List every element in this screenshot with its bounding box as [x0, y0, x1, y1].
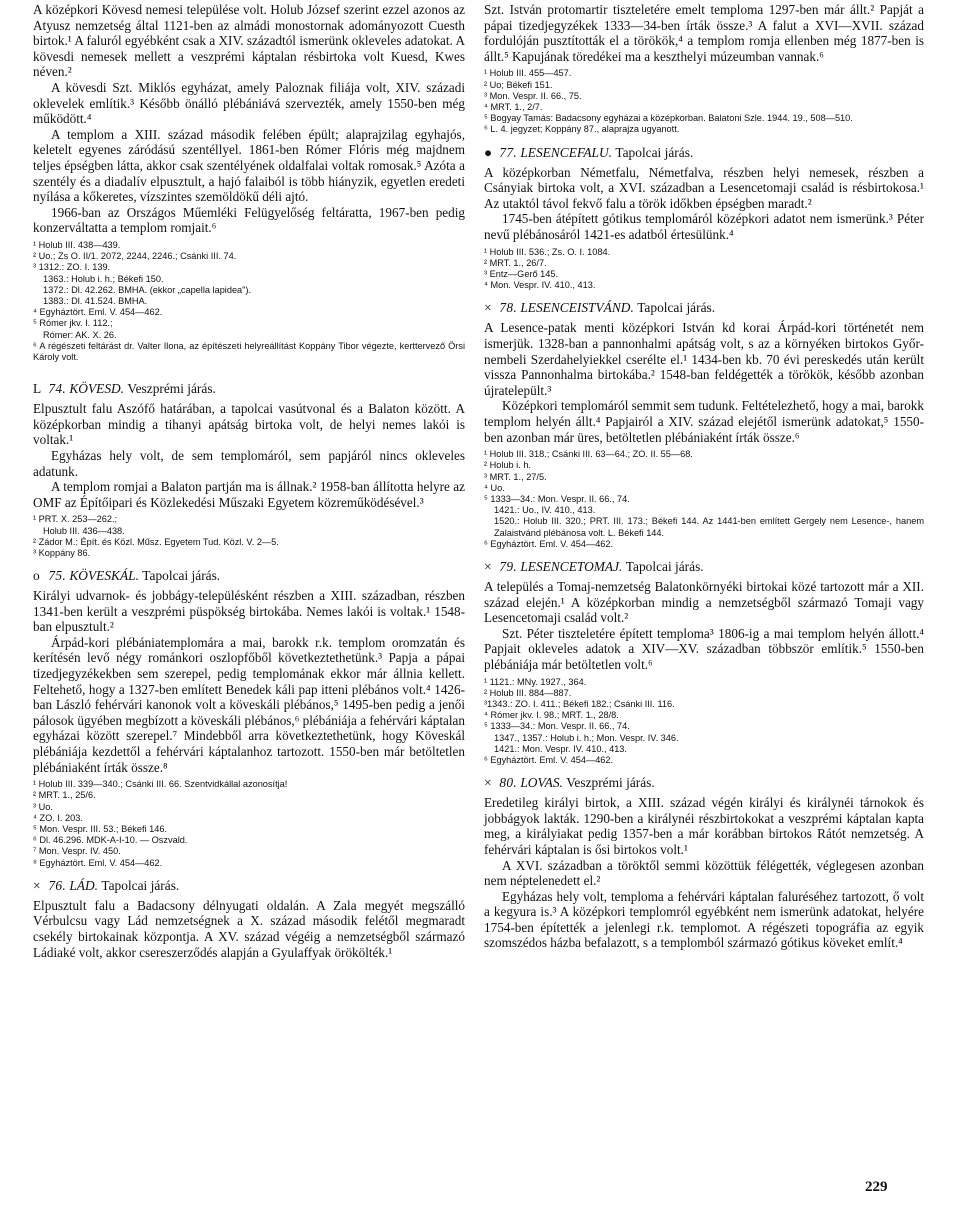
paragraph: Középkori templomáról semmit sem tudunk. Feltételezhető, hogy a mai, barokk templom helyén állt.⁴ Papjairól a XIV. század elejétől ismerünk adatokat,⁵ 1550-ben azonban már üres, betöltetlen plébániaként írták össze.⁶ — [484, 398, 924, 445]
entry-status-mark: o — [33, 568, 40, 584]
footnote: ¹ Holub III. 438—439. — [33, 239, 121, 250]
footnote: ² Zádor M.: Épít. és Közl. Műsz. Egyetem Tud. Közl. V. 2—5. — [33, 536, 279, 547]
entry-heading — [484, 300, 924, 316]
footnote: 1421.: Mon. Vespr. IV. 410., 413. — [494, 743, 627, 754]
footnote: ⁴ Uo. — [484, 482, 505, 493]
spacer — [484, 136, 924, 145]
footnote: ⁶ Egyháztört. Eml. V. 454—462. — [484, 754, 614, 765]
paragraph: Szt. István protomartir tiszteletére emelt temploma 1297-ben már állt.² Papját a pápai tizedjegyzékek 1333—34-ben írták össze.³ A falut a XVI—XVII. század fordulóján pusztították el a törökök,⁴ a templom romja ellenben még 1877-ben is állt.⁵ Kapujának töredékei ma a keszthelyi múzeumban vannak.⁶ — [484, 2, 924, 64]
footnote: ² Holub III. 884—887. — [484, 687, 572, 698]
footnote: 1520.: Holub III. 320.; PRT. III. 173.; Békefi 144. Az 1441-ben említett Gergely nem Lesence-, hanem Zalaistvánd plébánosa volt. L. Békefi 144. — [494, 516, 924, 538]
footnote: ² MRT. 1., 26/7. — [484, 257, 547, 268]
footnote: 1421.: Uo., IV. 410., 413. — [494, 505, 596, 516]
footnote: ⁴ ZO. I. 203. — [33, 812, 83, 823]
entry-status-mark: × — [33, 877, 41, 893]
footnote: ⁵ Mon. Vespr. III. 53.; Békefi 146. — [33, 824, 168, 835]
footnote: ⁴ Mon. Vespr. IV. 410., 413. — [484, 280, 596, 291]
paragraph: Egyházas hely volt, de sem templomáról, sem papjáról nincs okleveles adatunk. — [33, 447, 465, 479]
footnote: ³ Entz—Gerő 145. — [484, 268, 559, 279]
entry-number: 78. — [499, 300, 517, 316]
spacer — [33, 372, 465, 381]
spacer — [33, 559, 465, 568]
entry-name: LOVAS. — [520, 775, 563, 791]
entry-heading — [33, 878, 465, 894]
paragraph: Egyházas hely volt, temploma a fehérvári káptalan faluréséhez tartozott, ő volt a kegyura is.³ A középkori templomról egyébként nem ismerünk adatokat, helyére 1754-ben építették a jelenlegi r.k. templomot. A régészeti topográfia az egyik szomszédos házba befalazott, s a templomból származó gótikus köveket említ.⁴ — [484, 888, 924, 951]
footnote: ² Uo.; Zs O. II/1. 2072, 2244, 2246.; Csánki III. 74. — [33, 251, 237, 262]
paragraph: 1745-ben átépített gótikus templomáról középkori adatot nem ismerünk.³ Péter nevű plébánosáról 1421-es adatból értesülünk.⁴ — [484, 211, 924, 242]
footnote: ³ Koppány 86. — [33, 547, 91, 558]
paragraph: A XVI. században a töröktől semmi közöttük félégették, véglegesen azonban nem néptelenedett el.² — [484, 857, 924, 889]
page-number: 229 — [865, 1179, 888, 1195]
entry-heading — [33, 381, 465, 397]
paragraph: Szt. Péter tiszteletére épített temploma³ 1806-ig a mai templom helyén állott.⁴ Papjait okleveles adatok a XIV—XV. században többször említik.⁵ 1550-ben plébániája már betöltetlen volt.⁶ — [484, 625, 924, 672]
paragraph: Eredetileg királyi birtok, a XIII. század végén királyi és királynéi tárnokok és jobbágyok lakták. 1290-ben a királynéi részbirtokokat a veszprémi káptalan kapta meg, a királyiakat pedig 1357-ben a már korábban birtokos Rátót nemzetség. A fehérvári káptalan is ősi birtokos volt.¹ — [484, 795, 924, 857]
paragraph: A középkori Kövesd nemesi települése volt. Holub József szerint ezzel azonos az Atyusz nemzetség által 1121-ben az almádi monostornak adományozott Cuesth birtok.¹ A faluról egyébként csak a XIV. századtól ismerünk okleveles adatokat. A kövesdi nemesek mellett a veszprémi káptalan résbirtoka volt Kuesd, Kwes néven.² — [33, 2, 465, 80]
right-column — [484, 2, 924, 951]
footnote: ⁸ Egyháztört. Eml. V. 454—462. — [33, 857, 163, 868]
spacer — [484, 291, 924, 300]
entry-number: 79. — [499, 558, 517, 574]
entry-status-mark: L — [33, 381, 42, 397]
entry-district: Tapolcai járás. — [142, 568, 221, 584]
entry-district: Tapolcai járás. — [625, 558, 704, 574]
footnote: ¹ Holub III. 318.; Csánki III. 63—64.; ZO. II. 55—68. — [484, 449, 693, 460]
entry-name: LESENCEFALU. — [520, 144, 613, 160]
paragraph: A templom romjai a Balaton partján ma is állnak.² 1958-ban állította helyre az OMF az Építőipari és Közlekedési Műszaki Egyetem közreműködésével.³ — [33, 479, 465, 510]
entry-number: 80. — [499, 775, 517, 791]
footnote: ¹ Holub III. 455—457. — [484, 68, 572, 79]
footnote: ⁴ Egyháztört. Eml. V. 454—462. — [33, 307, 163, 318]
entry-name: LESENCETOMAJ. — [520, 558, 623, 574]
paragraph: A kövesdi Szt. Miklós egyházat, amely Paloznak filiája volt, XIV. századi oklevelek említik.³ Később önálló plébániává szervezték, amely 1550-ben még működött.⁴ — [33, 79, 465, 127]
entry-number: 77. — [499, 144, 517, 160]
entry-district: Veszprémi járás. — [566, 775, 655, 791]
footnote: ³ Mon. Vespr. II. 66., 75. — [484, 90, 582, 101]
entry-district: Veszprémi járás. — [127, 381, 216, 397]
entry-status-mark: × — [484, 775, 492, 791]
entry-heading — [33, 568, 465, 584]
paragraph: A templom a XIII. század második felében épült; alaprajzilag egyhajós, keletelt egyenes záródású szentéllyel. 1861-ben Rómer Flóris még majdnem teljes épségben látta, akkor csak szentélyének oldalfalai voltak romosak.⁵ Azóta a szentély és a diadalív elpusztult, a hajó falaiból is több hiányzik, egyetlen eredeti nyílása a kőkeretes, vízszintes szemöldökű déli ajtó. — [33, 126, 465, 205]
entry-name: LESENCEISTVÁND. — [520, 300, 634, 316]
entry-heading — [484, 559, 924, 575]
paragraph: Elpusztult falu a Badacsony délnyugati oldalán. A Zala megyét megszálló Vérbulcsu vagy Lád nemzetségnek a X. század második felétől megmaradt csekély birtokainak központja. A XV. század végéig a nemzetségből származó Ládiaké volt, akkor csereszerződés alapján a Gyulaffyak örökölték.¹ — [33, 897, 465, 960]
entry-name: KÖVESD. — [69, 381, 125, 397]
paragraph: A település a Tomaj-nemzetség Balatonkörnyéki birtokai közé tartozott már a XII. század elején.¹ A középkorban mindig a nemzetségből származó Tomaji vagy Lesencetomaji család volt.² — [484, 578, 924, 626]
entry-number: 76. — [48, 877, 66, 893]
footnote: ¹ Holub III. 536.; Zs. O. I. 1084. — [484, 246, 611, 257]
paragraph: Elpusztult falu Aszófő határában, a tapolcai vasútvonal és a Balaton között. A középkorban mindig a tihanyi apátság birtoka volt, de helyi nemes lakói is voltak.¹ — [33, 401, 465, 448]
entry-status-mark: ● — [484, 144, 493, 160]
footnote: ⁷ Mon. Vespr. IV. 450. — [33, 846, 121, 857]
spacer — [33, 869, 465, 878]
footnote: ² MRT. 1., 25/6. — [33, 790, 96, 801]
entry-number: 74. — [48, 381, 66, 397]
entry-name: KÖVESKÁL. — [69, 568, 139, 584]
entry-number: 75. — [48, 568, 66, 584]
footnote: ⁶ Dl. 46.296. MDK-A-I-10. — Oszvald. — [33, 835, 188, 846]
footnote: ² Uo; Békefi 151. — [484, 79, 553, 90]
footnote: ⁵ Bogyay Tamás: Badacsony egyházai a középkorban. Balatoni Szle. 1944. 19., 508—510. — [484, 113, 853, 124]
entry-heading — [484, 775, 924, 791]
footnote: ⁴ Rómer jkv. I. 98.; MRT. 1., 28/8. — [484, 710, 619, 721]
footnote: ⁴ MRT. 1., 2/7. — [484, 101, 543, 112]
footnote: 1347., 1357.: Holub i. h.; Mon. Vespr. IV. 346. — [494, 732, 679, 743]
footnote: ⁵ Rómer jkv. I. 112.; — [33, 318, 113, 329]
footnote: Rómer: AK. X. 26. — [43, 329, 117, 340]
footnote: ³ Uo. — [33, 801, 53, 812]
footnote: Holub III. 436—438. — [43, 525, 125, 536]
entry-heading — [484, 145, 924, 161]
footnote: ⁶ Egyháztört. Eml. V. 454—462. — [484, 538, 614, 549]
footnote: 1372.: Dl. 42.262. BMHA. (ekkor „capella lapidea"). — [43, 284, 252, 295]
paragraph: Királyi udvarnok- és jobbágy-településként részben a XIII. században, részben 1341-ben került a veszprémi püspökség birtokába. Nemes lakói is voltak.¹ 1548-ban elpusztult.² — [33, 588, 465, 635]
spacer — [484, 766, 924, 775]
entry-status-mark: × — [484, 300, 492, 316]
footnote: ³1343.: ZO. I. 411.; Békefi 182.; Csánki III. 116. — [484, 698, 675, 709]
footnote: ¹ Holub III. 339—340.; Csánki III. 66. Szentvidkállal azonosítja! — [33, 779, 288, 790]
footnote: 1383.: Dl. 41.524. BMHA. — [43, 295, 148, 306]
footnote: ² Holub i. h. — [484, 460, 531, 471]
entry-district: Tapolcai járás. — [637, 300, 716, 316]
footnote: ⁶ L. 4. jegyzet; Koppány 87., alaprajza ugyanott. — [484, 124, 680, 135]
footnote: ⁶ A régészeti feltárást dr. Valter Ilona, az építészeti helyreállítást Koppány Tibor végezte, kerttervező Örsi Károly volt. — [33, 340, 465, 362]
entry-name: LÁD. — [69, 877, 99, 893]
footnote: ¹ PRT. X. 253—262.; — [33, 514, 118, 525]
entry-status-mark: × — [484, 558, 492, 574]
spacer — [33, 363, 465, 372]
footnote: ³ 1312.: ZO. I. 139. — [33, 262, 111, 273]
left-column — [33, 2, 465, 960]
footnote: ³ MRT. 1., 27/5. — [484, 471, 547, 482]
footnote: 1363.: Holub i. h.; Békefi 150. — [43, 273, 164, 284]
footnote: ⁵ 1333—34.: Mon. Vespr. II. 66., 74. — [484, 721, 630, 732]
entry-district: Tapolcai járás. — [615, 144, 694, 160]
spacer — [484, 550, 924, 559]
footnote: ⁵ 1333—34.: Mon. Vespr. II. 66., 74. — [484, 493, 630, 504]
paragraph: Árpád-kori plébániatemplomára a mai, barokk r.k. templom oromzatán és kerítésén levő négy románkori oszlopfőből következtethetünk.³ Papja a pápai tizedjegyzékekben sem szerepel, pedig templomának ekkor már állnia kellett. Feltehető, hogy a 1327-ben említett Benedek káli pap itteni plébános volt.⁴ 1426-ban László fehérvári kanonok volt a köveskáli plébános,⁵ 1495-ben pedig a jenői pálosok ügyében megbízott a köveskáli plébános,⁶ plébániája a fehérvári káptalan egyházai között szerepel.⁷ Mindebből arra következtethetünk, hogy Köveskál plébániája kezdettől a fehérvári káptalanhoz tartozott. 1550-ben már betöltetlen plébániaként írták össze.⁸ — [33, 634, 465, 775]
entry-district: Tapolcai járás. — [101, 877, 180, 893]
footnote: ¹ 1121.: MNy. 1927., 364. — [484, 676, 587, 687]
paragraph: A középkorban Németfalu, Németfalva, részben helyi nemesek, részben a Csányiak birtoka volt, a XVI. században a Lesencetomaji család is résbirtokosa.¹ Az utaktól távol fekvő falu a török időkben épségben maradt.² — [484, 164, 924, 211]
paragraph: A Lesence-patak menti középkori István kd korai Árpád-kori történetét nem ismerjük. 1328-ban a pannonhalmi apátság volt, s az a környéken birtokos Győr-nembeli Szerdahelyiekkel cserélte el.¹ 1434-ben kb. 70 évi pereskedés után került vissza Pannonhalma birtokába.² 1548-ban feldégették a törökök, később azonban újratelepült.³ — [484, 320, 924, 398]
paragraph: 1966-ban az Országos Műemléki Felügyelőség feltáratta, 1967-ben pedig konzerváltatta a templom romjait.⁶ — [33, 204, 465, 236]
